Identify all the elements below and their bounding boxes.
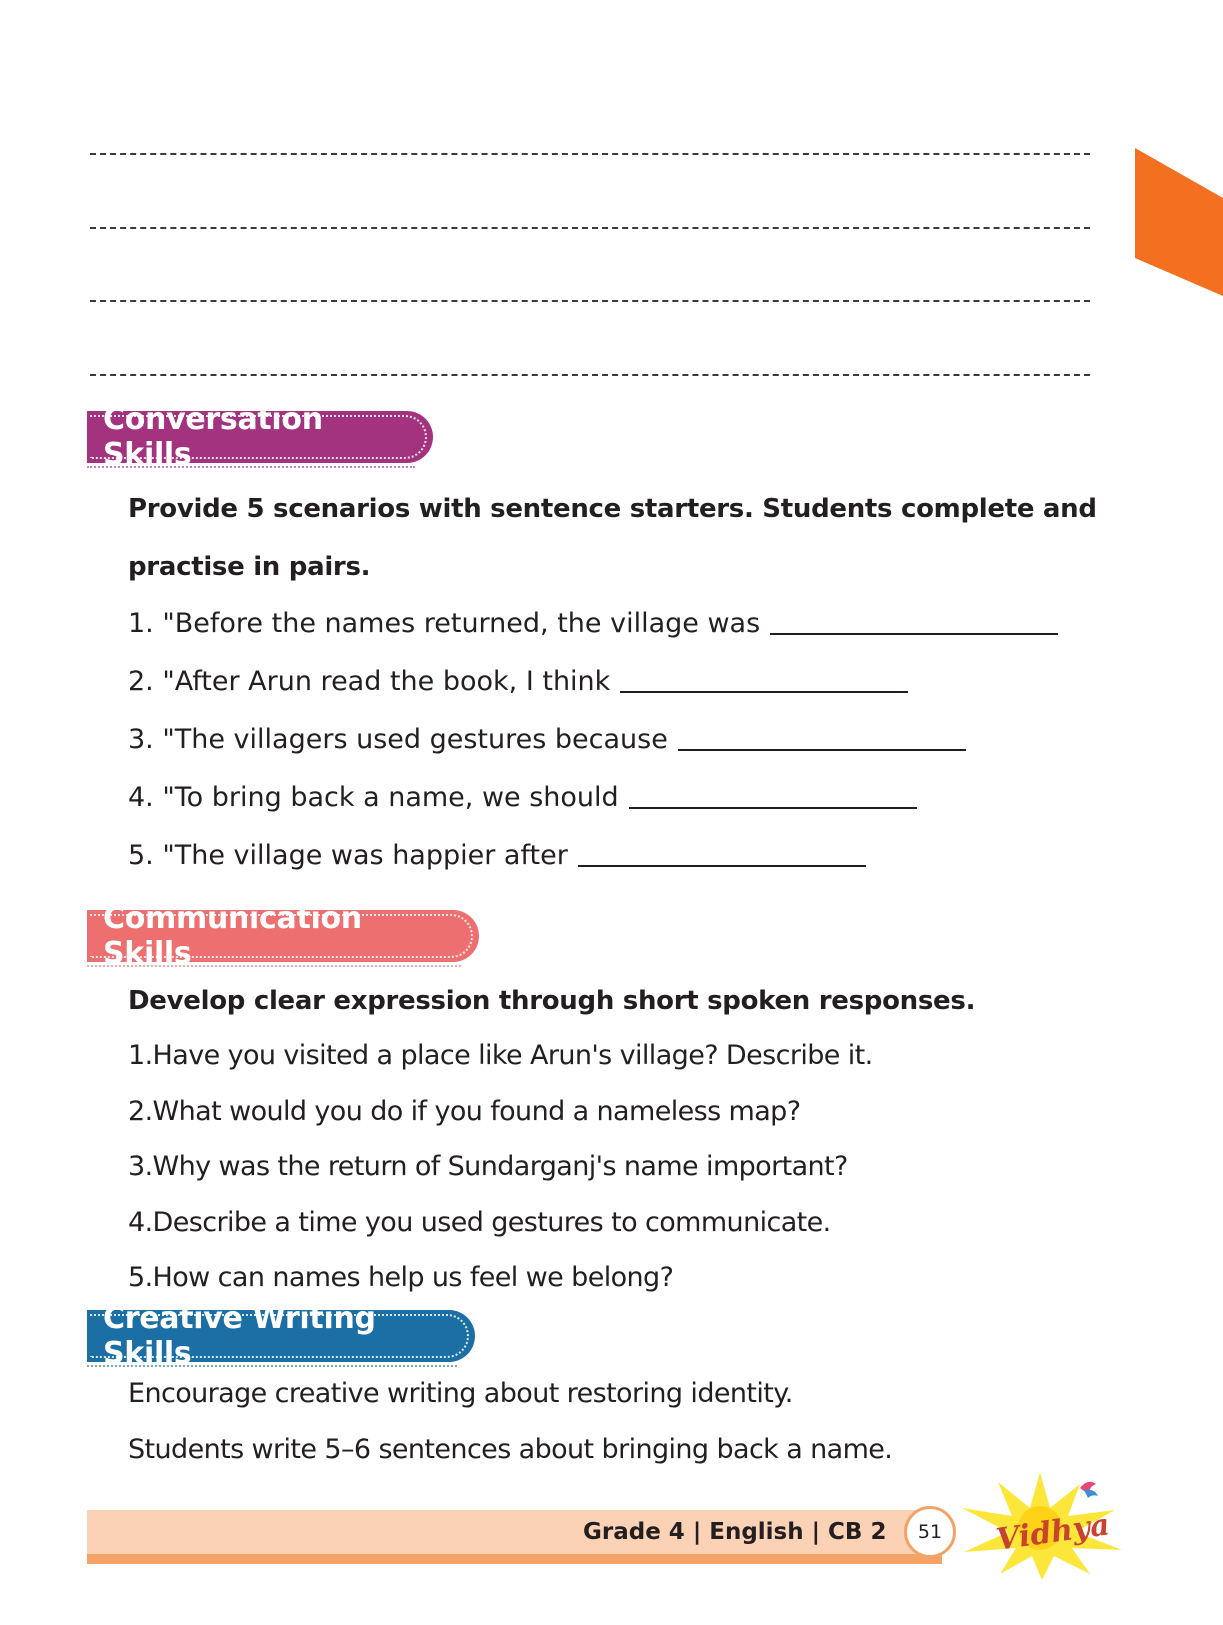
communication-item: 5.How can names help us feel we belong?: [128, 1262, 674, 1293]
writing-line: [90, 374, 1090, 376]
section-title: Creative Writing Skills: [103, 1301, 376, 1371]
footer-stripe: [87, 1554, 942, 1564]
footer-text: Grade 4 | English | CB 2: [583, 1519, 887, 1545]
section-title: Conversation Skills: [103, 402, 323, 472]
conversation-skills-heading: [87, 402, 433, 472]
answer-blank: [629, 807, 917, 809]
conversation-instruction-line1: Provide 5 scenarios with sentence starters. Students complete and: [128, 494, 1097, 524]
creative-writing-line: Encourage creative writing about restoring identity.: [128, 1378, 793, 1409]
communication-instruction: Develop clear expression through short spoken responses.: [128, 986, 976, 1016]
communication-item: 3.Why was the return of Sundarganj's name important?: [128, 1151, 848, 1182]
conversation-item: [128, 840, 866, 871]
conversation-item: [128, 724, 966, 755]
item-text: 3. "The villagers used gestures because: [128, 724, 668, 755]
answer-blank: [678, 749, 966, 751]
answer-blank: [620, 691, 908, 693]
answer-blank: [578, 865, 866, 867]
item-text: 1. "Before the names returned, the village was: [128, 608, 761, 639]
writing-line: [90, 300, 1090, 302]
conversation-item: [128, 782, 917, 813]
creative-writing-skills-heading: [87, 1301, 475, 1371]
page-edge-flag: [1135, 148, 1223, 296]
communication-item: 1.Have you visited a place like Arun's village? Describe it.: [128, 1040, 873, 1071]
conversation-item: [128, 666, 908, 697]
item-text: 2. "After Arun read the book, I think: [128, 666, 611, 697]
page-number: 51: [904, 1506, 956, 1558]
creative-writing-line: Students write 5–6 sentences about bringing back a name.: [128, 1434, 893, 1465]
communication-item: 4.Describe a time you used gestures to communicate.: [128, 1207, 831, 1238]
item-text: 4. "To bring back a name, we should: [128, 782, 619, 813]
logo-text: Vidhya: [994, 1507, 1112, 1558]
writing-line: [90, 227, 1090, 229]
conversation-item: [128, 608, 1058, 639]
communication-skills-heading: [87, 901, 479, 971]
section-title: Communication Skills: [103, 901, 362, 971]
answer-blank: [770, 633, 1058, 635]
writing-line: [90, 153, 1090, 155]
item-text: 5. "The village was happier after: [128, 840, 568, 871]
communication-item: 2.What would you do if you found a nameless map?: [128, 1096, 801, 1127]
conversation-instruction-line2: practise in pairs.: [128, 552, 371, 582]
